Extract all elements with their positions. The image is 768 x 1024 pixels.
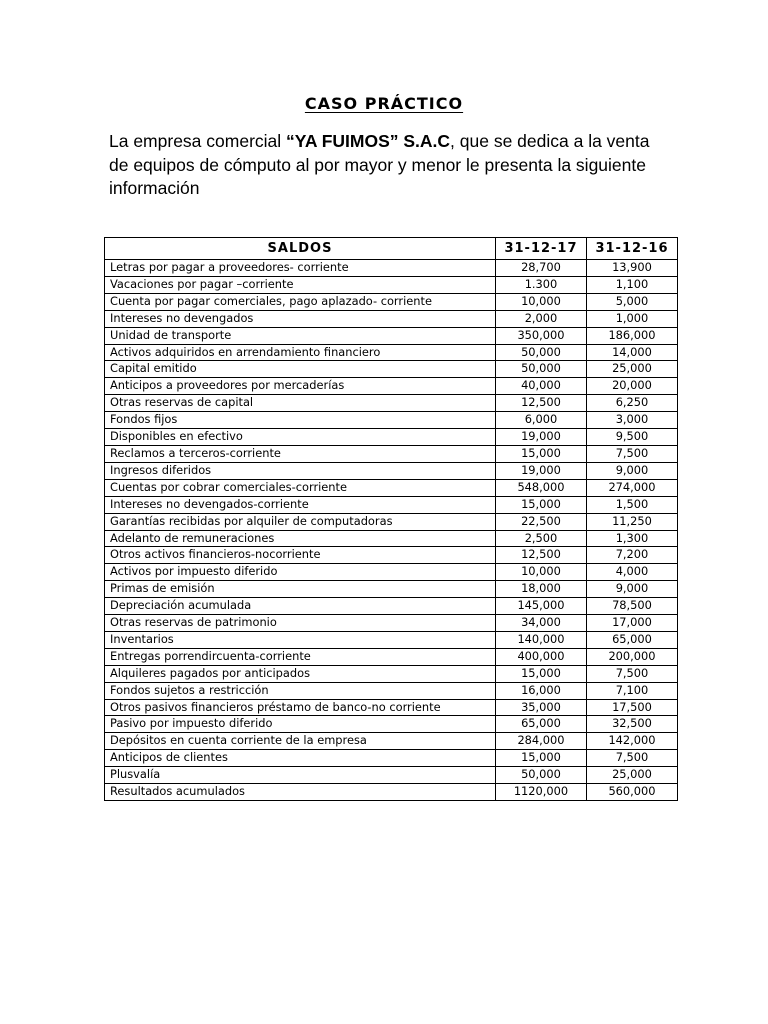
row-value-31-12-16: 1,300 <box>587 530 678 547</box>
row-concept: Unidad de transporte <box>105 327 496 344</box>
row-value-31-12-16: 9,000 <box>587 462 678 479</box>
table-row <box>105 344 678 361</box>
row-value-31-12-17: 15,000 <box>496 750 587 767</box>
table-row <box>105 699 678 716</box>
row-value-31-12-17: 65,000 <box>496 716 587 733</box>
row-concept: Otras reservas de patrimonio <box>105 615 496 632</box>
page-title: CASO PRÁCTICO <box>304 94 464 113</box>
row-value-31-12-16: 65,000 <box>587 631 678 648</box>
row-value-31-12-17: 19,000 <box>496 429 587 446</box>
table-row <box>105 564 678 581</box>
header-31-12-17: 31-12-17 <box>496 238 587 260</box>
table-row <box>105 631 678 648</box>
row-concept: Anticipos a proveedores por mercaderías <box>105 378 496 395</box>
row-value-31-12-17: 22,500 <box>496 513 587 530</box>
row-value-31-12-17: 12,500 <box>496 547 587 564</box>
row-value-31-12-16: 5,000 <box>587 293 678 310</box>
table-row <box>105 784 678 801</box>
row-value-31-12-17: 1.300 <box>496 276 587 293</box>
table-row <box>105 378 678 395</box>
row-value-31-12-16: 3,000 <box>587 412 678 429</box>
row-concept: Cuentas por cobrar comerciales-corriente <box>105 479 496 496</box>
table-row <box>105 445 678 462</box>
row-concept: Reclamos a terceros-corriente <box>105 445 496 462</box>
row-concept: Resultados acumulados <box>105 784 496 801</box>
table-row <box>105 598 678 615</box>
row-value-31-12-16: 17,500 <box>587 699 678 716</box>
row-value-31-12-17: 140,000 <box>496 631 587 648</box>
table-row <box>105 412 678 429</box>
row-value-31-12-17: 28,700 <box>496 260 587 277</box>
table-header-row <box>105 238 678 260</box>
header-31-12-16: 31-12-16 <box>587 238 678 260</box>
row-concept: Fondos fijos <box>105 412 496 429</box>
row-concept: Cuenta por pagar comerciales, pago aplazado- corriente <box>105 293 496 310</box>
row-concept: Garantías recibidas por alquiler de computadoras <box>105 513 496 530</box>
table-row <box>105 547 678 564</box>
table-row <box>105 665 678 682</box>
row-value-31-12-17: 16,000 <box>496 682 587 699</box>
row-value-31-12-17: 34,000 <box>496 615 587 632</box>
table-row <box>105 716 678 733</box>
table-body <box>105 260 678 801</box>
row-value-31-12-17: 145,000 <box>496 598 587 615</box>
row-value-31-12-17: 40,000 <box>496 378 587 395</box>
row-concept: Otras reservas de capital <box>105 395 496 412</box>
row-value-31-12-16: 6,250 <box>587 395 678 412</box>
table-row <box>105 615 678 632</box>
balances-table <box>104 237 678 801</box>
row-value-31-12-16: 17,000 <box>587 615 678 632</box>
table-row <box>105 310 678 327</box>
row-concept: Inventarios <box>105 631 496 648</box>
row-concept: Alquileres pagados por anticipados <box>105 665 496 682</box>
row-concept: Primas de emisión <box>105 581 496 598</box>
row-value-31-12-17: 50,000 <box>496 767 587 784</box>
row-value-31-12-16: 1,500 <box>587 496 678 513</box>
row-concept: Letras por pagar a proveedores- corriente <box>105 260 496 277</box>
row-value-31-12-16: 14,000 <box>587 344 678 361</box>
table-row <box>105 750 678 767</box>
header-saldos: SALDOS <box>105 238 496 260</box>
row-concept: Disponibles en efectivo <box>105 429 496 446</box>
row-value-31-12-17: 15,000 <box>496 445 587 462</box>
row-concept: Pasivo por impuesto diferido <box>105 716 496 733</box>
row-concept: Otros pasivos financieros préstamo de banco-no corriente <box>105 699 496 716</box>
row-concept: Activos adquiridos en arrendamiento financiero <box>105 344 496 361</box>
row-value-31-12-16: 142,000 <box>587 733 678 750</box>
row-value-31-12-16: 7,100 <box>587 682 678 699</box>
row-concept: Intereses no devengados-corriente <box>105 496 496 513</box>
row-value-31-12-16: 1,100 <box>587 276 678 293</box>
row-value-31-12-17: 15,000 <box>496 665 587 682</box>
table-row <box>105 733 678 750</box>
row-value-31-12-17: 350,000 <box>496 327 587 344</box>
row-value-31-12-17: 548,000 <box>496 479 587 496</box>
row-concept: Fondos sujetos a restricción <box>105 682 496 699</box>
row-value-31-12-16: 9,000 <box>587 581 678 598</box>
row-concept: Entregas porrendircuenta-corriente <box>105 648 496 665</box>
row-value-31-12-16: 274,000 <box>587 479 678 496</box>
row-value-31-12-17: 10,000 <box>496 293 587 310</box>
row-value-31-12-17: 12,500 <box>496 395 587 412</box>
row-value-31-12-17: 15,000 <box>496 496 587 513</box>
row-concept: Otros activos financieros-nocorriente <box>105 547 496 564</box>
table-row <box>105 276 678 293</box>
row-concept: Anticipos de clientes <box>105 750 496 767</box>
row-value-31-12-17: 2,500 <box>496 530 587 547</box>
row-value-31-12-16: 7,500 <box>587 665 678 682</box>
table-row <box>105 496 678 513</box>
intro-text-start: La empresa comercial <box>109 131 287 151</box>
row-value-31-12-16: 11,250 <box>587 513 678 530</box>
row-concept: Adelanto de remuneraciones <box>105 530 496 547</box>
intro-text-end: , que se dedica a la venta de equipos de cómputo al por mayor y menor le presenta la siguiente información <box>109 131 650 198</box>
table-row <box>105 293 678 310</box>
row-value-31-12-17: 400,000 <box>496 648 587 665</box>
row-value-31-12-17: 10,000 <box>496 564 587 581</box>
table-row <box>105 462 678 479</box>
table-row <box>105 327 678 344</box>
row-concept: Intereses no devengados <box>105 310 496 327</box>
table-row <box>105 361 678 378</box>
row-concept: Depósitos en cuenta corriente de la empresa <box>105 733 496 750</box>
intro-paragraph <box>109 130 669 201</box>
row-value-31-12-16: 186,000 <box>587 327 678 344</box>
table-row <box>105 648 678 665</box>
row-value-31-12-17: 50,000 <box>496 344 587 361</box>
table-row <box>105 581 678 598</box>
row-concept: Activos por impuesto diferido <box>105 564 496 581</box>
row-value-31-12-16: 25,000 <box>587 767 678 784</box>
row-value-31-12-17: 35,000 <box>496 699 587 716</box>
row-value-31-12-16: 25,000 <box>587 361 678 378</box>
table-row <box>105 682 678 699</box>
row-concept: Vacaciones por pagar –corriente <box>105 276 496 293</box>
company-name: “YA FUIMOS” S.A.C <box>286 131 451 151</box>
row-value-31-12-16: 200,000 <box>587 648 678 665</box>
row-concept: Depreciación acumulada <box>105 598 496 615</box>
table-row <box>105 395 678 412</box>
row-value-31-12-17: 50,000 <box>496 361 587 378</box>
row-value-31-12-16: 7,500 <box>587 445 678 462</box>
row-value-31-12-16: 560,000 <box>587 784 678 801</box>
row-value-31-12-17: 2,000 <box>496 310 587 327</box>
row-value-31-12-16: 4,000 <box>587 564 678 581</box>
row-value-31-12-17: 18,000 <box>496 581 587 598</box>
row-concept: Plusvalía <box>105 767 496 784</box>
row-value-31-12-16: 13,900 <box>587 260 678 277</box>
row-value-31-12-17: 6,000 <box>496 412 587 429</box>
row-value-31-12-17: 19,000 <box>496 462 587 479</box>
row-value-31-12-16: 78,500 <box>587 598 678 615</box>
table-row <box>105 530 678 547</box>
table-row <box>105 767 678 784</box>
table-row <box>105 260 678 277</box>
table-row <box>105 479 678 496</box>
row-value-31-12-16: 32,500 <box>587 716 678 733</box>
row-value-31-12-17: 1120,000 <box>496 784 587 801</box>
table-row <box>105 429 678 446</box>
row-value-31-12-16: 7,200 <box>587 547 678 564</box>
row-value-31-12-16: 1,000 <box>587 310 678 327</box>
row-value-31-12-17: 284,000 <box>496 733 587 750</box>
row-value-31-12-16: 20,000 <box>587 378 678 395</box>
row-value-31-12-16: 7,500 <box>587 750 678 767</box>
row-concept: Ingresos diferidos <box>105 462 496 479</box>
row-concept: Capital emitido <box>105 361 496 378</box>
table-row <box>105 513 678 530</box>
row-value-31-12-16: 9,500 <box>587 429 678 446</box>
